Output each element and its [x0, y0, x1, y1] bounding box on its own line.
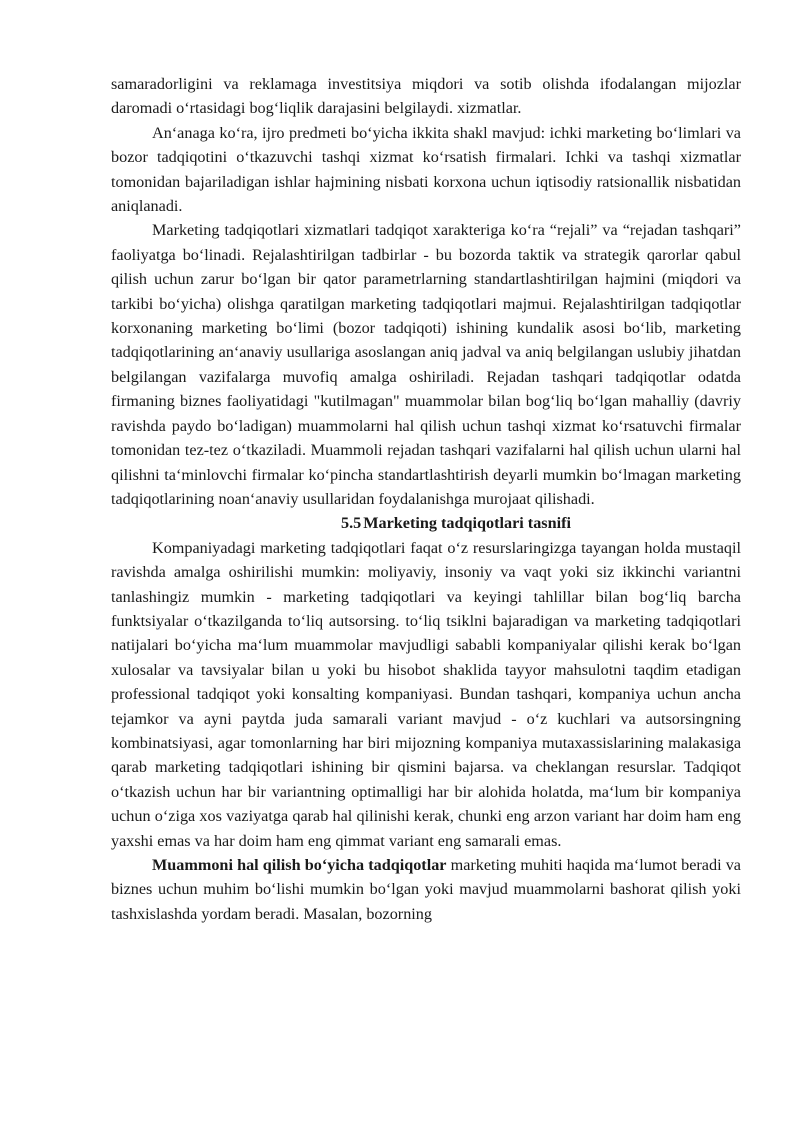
bold-term: Muammoni hal qilish bo‘yicha tadqiqotlar [152, 856, 447, 874]
paragraph-company-research: Kompaniyadagi marketing tadqiqotlari faqat o‘z resurslaringizga tayangan holda mustaqil ravishda amalga oshirilishi mumkin: moliyaviy, insoniy va vaqt yoki siz ikkinchi variantni tanlashingiz mumkin - marketing tadqiqotlari va keyingi tahlillar bilan bog‘liq barcha funktsiyalar o‘tkazilganda to‘liq autsorsing. to‘liq tsiklni bajaradigan va marketing tadqiqotlari natijalari bo‘yicha ma‘lum muammolar mavjudligi sababli kompaniyalar qilishi kerak bo‘lgan xulosalar va tavsiyalar bilan u yoki bu hisobot shaklida tayyor mahsulotni taqdim etadigan professional tadqiqot yoki konsalting kompaniyasi. Bundan tashqari, kompaniya uchun ancha tejamkor va ayni paytda juda samarali variant mavjud - o‘z kuchlari va autsorsingning kombinatsiyasi, agar tomonlarning har biri mijozning kompaniya mutaxassislarining malakasiga qarab marketing tadqiqotlari ishining bir qismini bajarsa. va cheklangan resurslar. Tadqiqot o‘tkazish uchun har bir variantning optimalligi har bir alohida holatda, ma‘lum bir kompaniya uchun o‘ziga xos vaziyatga qarab hal qilinishi kerak, chunki eng arzon variant har doim ham eng yaxshi emas va har doim ham eng qimmat variant eng samarali emas. [111, 538, 741, 850]
section-title: Marketing tadqiqotlari tasnifi [363, 514, 571, 533]
paragraph-problem-solving-text: marketing muhiti haqida ma‘lumot beradi va biznes uchun muhim bo‘lishi mumkin bo‘lgan yoki mavjud muammolarni bashorat qilish yoki tashxislashda yordam beradi. Masalan, bozorning [111, 856, 741, 923]
paragraph-problem-solving [111, 853, 741, 926]
section-number: 5.5 [341, 514, 362, 533]
paragraph-forms: An‘anaga ko‘ra, ijro predmeti bo‘yicha ikkita shakl mavjud: ichki marketing bo‘limlari va bozor tadqiqotini o‘tkazuvchi tashqi xizmat ko‘rsatish firmalari. Ichki va tashqi xizmatlar tomonidan bajariladigan ishlar hajmining nisbati korxona uchun iqtisodiy ratsionallik nisbatidan aniqlanadi. [111, 123, 741, 216]
paragraph-research-types: Marketing tadqiqotlari xizmatlari tadqiqot xarakteriga ko‘ra “rejali” va “rejadan tashqari” faoliyatga bo‘linadi. Rejalashtirilgan tadbirlar - bu bozorda taktik va strategik qarorlar qabul qilish uchun zarur bo‘lgan bir qator parametrlarning standartlashtirilgan hajmini (miqdori va tarkibi bo‘yicha) olishga qaratilgan marketing tadqiqotlari majmui. Rejalashtirilgan tadqiqotlar korxonaning marketing bo‘limi (bozor tadqiqoti) ishining kundalik asosi bo‘lib, marketing tadqiqotlarining an‘anaviy usullariga asoslangan aniq jadval va aniq belgilangan uslubiy jihatdan belgilangan vazifalarga muvofiq amalga oshiriladi. Rejadan tashqari tadqiqotlar odatda firmaning biznes faoliyatidagi "kutilmagan" muammolar bilan bog‘liq bo‘lgan mahalliy (davriy ravishda paydo bo‘ladigan) muammolarni hal qilish uchun tashqi xizmat ko‘rsatuvchi firmalar tomonidan tez-tez o‘tkaziladi. Muammoli rejadan tashqari vazifalarni hal qilish uchun ularni hal qilishni ta‘minlovchi firmalar ko‘pincha standartlashtirish deyarli mumkin bo‘lmagan marketing tadqiqotlarining noan‘anaviy usullaridan foydalanishga murojaat qilishadi. [111, 221, 741, 508]
document-page [111, 72, 741, 926]
paragraph-continuation: samaradorligini va reklamaga investitsiya miqdori va sotib olishda ifodalangan mijozlar daromadi o‘rtasidagi bog‘liqlik darajasini belgilaydi. xizmatlar. [111, 75, 741, 118]
section-heading [111, 511, 741, 535]
